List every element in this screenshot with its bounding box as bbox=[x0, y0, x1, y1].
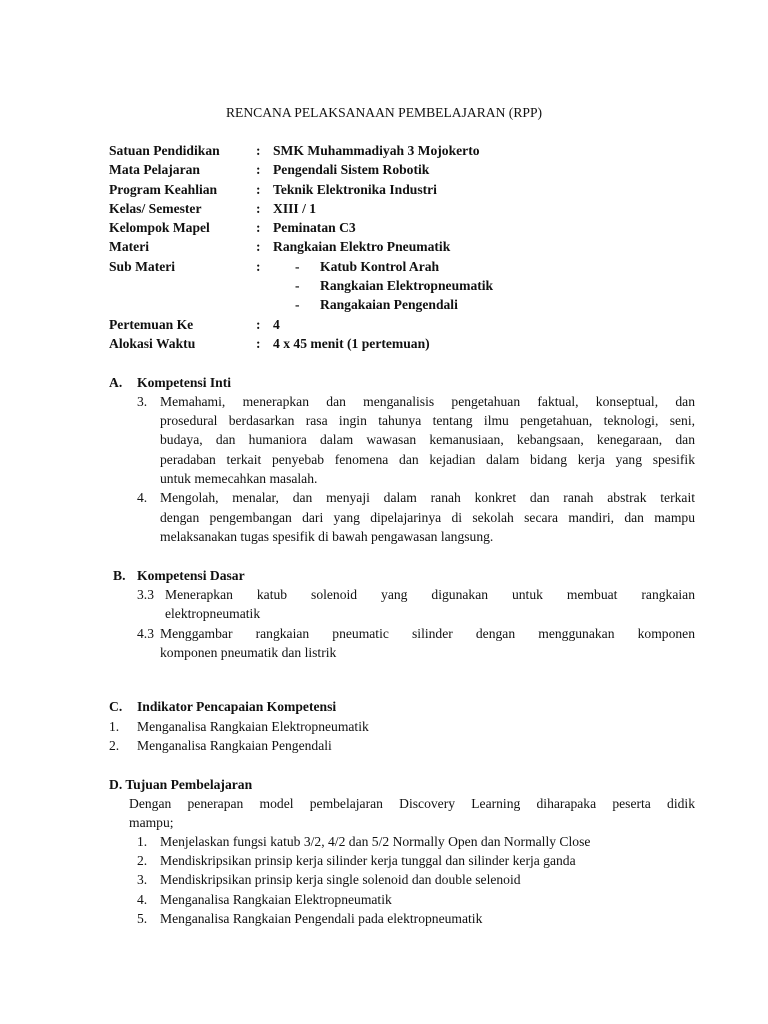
identity-value: Pengendali Sistem Robotik bbox=[273, 162, 430, 177]
identity-colon: : bbox=[256, 143, 261, 158]
identity-value: XIII / 1 bbox=[273, 201, 317, 216]
sub-materi-item: Katub Kontrol Arah bbox=[320, 259, 440, 274]
identity-colon: : bbox=[256, 317, 261, 332]
identity-label: Satuan Pendidikan bbox=[109, 143, 220, 158]
list-number: 4.3 bbox=[137, 626, 154, 641]
list-item: Mendiskripsikan prinsip kerja single solenoid dan double selenoid bbox=[160, 872, 521, 887]
paragraph-line: untuk memecahkan masalah. bbox=[160, 471, 318, 486]
list-number: 5. bbox=[137, 911, 148, 926]
section-heading: Kompetensi Inti bbox=[137, 375, 232, 390]
paragraph-line: melaksanakan tugas spesifik di bawah pengawasan langsung. bbox=[160, 529, 494, 544]
section-heading: D. Tujuan Pembelajaran bbox=[109, 777, 253, 792]
identity-value: Peminatan C3 bbox=[273, 220, 356, 235]
sub-materi-dash: - bbox=[295, 297, 300, 312]
identity-colon: : bbox=[256, 259, 261, 274]
identity-value: Teknik Elektronika Industri bbox=[273, 182, 437, 197]
identity-value: 4 bbox=[273, 317, 280, 332]
paragraph-line: elektropneumatik bbox=[165, 606, 261, 621]
paragraph-line: Memahami, menerapkan dan menganalisis pengetahuan faktual, konseptual, dan bbox=[160, 394, 695, 409]
identity-colon: : bbox=[256, 162, 261, 177]
identity-colon: : bbox=[256, 239, 261, 254]
list-item: Menganalisa Rangkaian Elektropneumatik bbox=[137, 719, 369, 734]
identity-label: Alokasi Waktu bbox=[109, 336, 196, 351]
paragraph-line: peradaban terkait penyebab fenomena dan kejadian dalam bidang kerja yang spesifik bbox=[160, 452, 695, 467]
paragraph-line: mampu; bbox=[129, 815, 174, 830]
paragraph-line: Menerapkan katub solenoid yang digunakan untuk membuat rangkaian bbox=[165, 587, 695, 602]
paragraph-line: dengan pengembangan dari yang dipelajarinya di sekolah secara mandiri, dan mampu bbox=[160, 510, 695, 525]
paragraph-line: komponen pneumatik dan listrik bbox=[160, 645, 337, 660]
list-item: Menganalisa Rangkaian Pengendali bbox=[137, 738, 332, 753]
section-letter: B. bbox=[113, 568, 126, 583]
list-number: 1. bbox=[109, 719, 120, 734]
paragraph-line: Dengan penerapan model pembelajaran Discovery Learning diharapaka peserta didik bbox=[129, 796, 695, 811]
identity-colon: : bbox=[256, 182, 261, 197]
identity-label: Kelompok Mapel bbox=[109, 220, 210, 235]
identity-label: Sub Materi bbox=[109, 259, 176, 274]
list-number: 4. bbox=[137, 892, 148, 907]
identity-value: SMK Muhammadiyah 3 Mojokerto bbox=[273, 143, 480, 158]
paragraph-line: budaya, dan humaniora dalam wawasan kemanusiaan, kebangsaan, kenegaraan, dan bbox=[160, 432, 695, 447]
sub-materi-item: Rangakaian Pengendali bbox=[320, 297, 458, 312]
section-letter: A. bbox=[109, 375, 123, 390]
list-item: Mendiskripsikan prinsip kerja silinder kerja tunggal dan silinder kerja ganda bbox=[160, 853, 576, 868]
list-number: 1. bbox=[137, 834, 148, 849]
identity-label: Kelas/ Semester bbox=[109, 201, 202, 216]
paragraph-line: Menggambar rangkaian pneumatic silinder dengan menggunakan komponen bbox=[160, 626, 695, 641]
list-number: 4. bbox=[137, 490, 148, 505]
paragraph-line: prosedural berdasarkan rasa ingin tahunya tentang ilmu pengetahuan, teknologi, seni, bbox=[160, 413, 695, 428]
identity-colon: : bbox=[256, 220, 261, 235]
identity-value: 4 x 45 menit (1 pertemuan) bbox=[273, 336, 430, 351]
identity-colon: : bbox=[256, 201, 261, 216]
list-number: 3. bbox=[137, 872, 148, 887]
list-item: Menganalisa Rangkaian Pengendali pada elektropneumatik bbox=[160, 911, 483, 926]
section-heading: Kompetensi Dasar bbox=[137, 568, 245, 583]
identity-label: Program Keahlian bbox=[109, 182, 218, 197]
section-heading: Indikator Pencapaian Kompetensi bbox=[137, 699, 337, 714]
list-item: Menjelaskan fungsi katub 3/2, 4/2 dan 5/2 Normally Open dan Normally Close bbox=[160, 834, 591, 849]
sub-materi-dash: - bbox=[295, 278, 300, 293]
sub-materi-item: Rangkaian Elektropneumatik bbox=[320, 278, 494, 293]
identity-value: Rangkaian Elektro Pneumatik bbox=[273, 239, 451, 254]
identity-label: Pertemuan Ke bbox=[109, 317, 194, 332]
section-letter: C. bbox=[109, 699, 123, 714]
list-number: 2. bbox=[137, 853, 148, 868]
identity-label: Mata Pelajaran bbox=[109, 162, 200, 177]
list-number: 3.3 bbox=[137, 587, 154, 602]
list-item: Menganalisa Rangkaian Elektropneumatik bbox=[160, 892, 392, 907]
list-number: 3. bbox=[137, 394, 148, 409]
list-number: 2. bbox=[109, 738, 120, 753]
document-title: RENCANA PELAKSANAAN PEMBELAJARAN (RPP) bbox=[225, 105, 543, 120]
identity-label: Materi bbox=[109, 239, 149, 254]
sub-materi-dash: - bbox=[295, 259, 300, 274]
paragraph-line: Mengolah, menalar, dan menyaji dalam ranah konkret dan ranah abstrak terkait bbox=[160, 490, 695, 505]
identity-colon: : bbox=[256, 336, 261, 351]
